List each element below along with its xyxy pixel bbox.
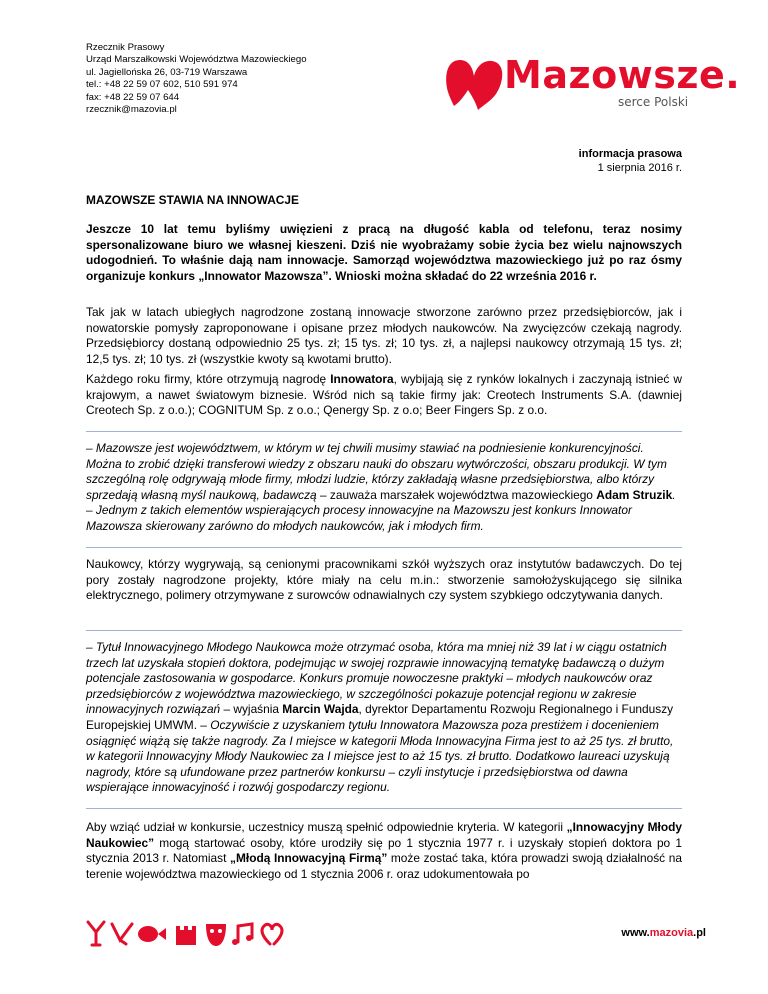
press-date: 1 sierpnia 2016 r. <box>597 162 682 174</box>
q2-text-a: – Tytuł Innowacyjnego Młodego Naukowca może otrzymać osoba, która ma mniej niż 39 lat i w ciągu ostatnich trzech lat uzyskała stopień doktora, podejmując w swojej rozprawie innowacyjną tematykę badawczą o dużym potencjale zastosowania w gospodarce. Konkurs promuje nowoczesne praktyki – młodych naukowców oraz przedsiębiorców z województwa mazowieckiego, w szczególności pokazuje potencjał regionu w zakresie innowacyjnych rozwiązań <box>86 640 667 717</box>
divider <box>86 431 682 432</box>
p4-text-c: mogą startować osoby, które urodziły się po 1 stycznia 1977 r. i uzyskały stopień doktora po 1 stycznia 2013 r. Natomiast <box>86 835 682 866</box>
paragraph-scientists: Naukowcy, którzy wygrywają, są cenionymi pracownikami szkół wyższych oraz instytutów badawczych. Do tej pory zostały nagrodzone projekty, które miały na celu m.in.: stworzenie samołożyskującego się silnika elektrycznego, polimery otrzymywane z surowców odnawialnych czy system szybkiego odczytywania danych. <box>86 557 682 603</box>
www-domain: mazovia <box>649 927 694 939</box>
p2-text-a: Każdego roku firmy, które otrzymują nagrodę <box>86 372 331 386</box>
tree-icon <box>88 922 104 945</box>
p2-bold-innowatora: Innowatora <box>330 372 394 386</box>
logo-tagline: serce Polski <box>618 95 689 109</box>
p4-text-a: Aby wziąć udział w konkursie, uczestnicy muszą spełnić odpowiednie kryteria. W kategorii <box>86 820 567 834</box>
p4-bold-category-1: „Innowacyjny Młody Naukowiec” <box>86 820 682 850</box>
paragraph-prizes: Tak jak w latach ubiegłych nagrodzone zostaną innowacje stworzone zarówno przez przedsiębiorców, jak i nowatorskie pomysły zaproponowane i opisane przez młodych naukowców. Na zwycięzców czekają nagrody. Przedsiębiorcy dostaną odpowiednio 25 tys. zł; 15 tys. zł; 10 tys. zł, a najlepsi naukowcy otrzymają 15 tys. zł; 12,5 tys. zł; 10 tys. zł (wszystkie kwoty są kwotami brutto). <box>86 305 682 366</box>
p4-text-e: może zostać taka, która prowadzi swoją działalność na terenie województwa mazowieckiego od 1 stycznia 2006 r. oraz udokumentowała po <box>86 851 682 881</box>
music-note-icon <box>232 924 252 945</box>
contact-phone: tel.: +48 22 59 07 602, 510 591 974 <box>86 79 238 91</box>
q1-text-a: – Mazowsze jest województwem, w którym w tej chwili musimy stawiać na podniesienie konkurencyjności. Można to zrobić dzięki transferowi wiedzy z obszaru nauki do obszaru wytwórczości, obszaru produkcji. W tym szczególną rolę odgrywają młode firmy, młodzi ludzie, którzy zakładają własne przedsiębiorstwa, albo którzy sprzedają własną myśl naukową, badawczą <box>86 441 667 502</box>
contact-email[interactable]: rzecznik@mazovia.pl <box>86 104 177 116</box>
heart-icon <box>262 924 282 944</box>
q1-text-b: – zauważa marszałek województwa mazowieckiego <box>316 487 597 502</box>
website-link[interactable] <box>621 927 706 939</box>
www-prefix: www. <box>621 927 650 939</box>
paragraph-criteria <box>86 820 682 882</box>
footer-icon-strip <box>86 918 326 948</box>
divider <box>86 808 682 809</box>
p4-bold-category-2: „Młodą Innowacyjną Firmą” <box>230 851 388 866</box>
press-office-contact <box>86 42 307 116</box>
fish-icon <box>138 926 166 942</box>
q2-text-e: Oczywiście z uzyskaniem tytułu Innowatora Mazowsza poza prestiżem i docenieniem osiągnięć wiążą się także nagrody. Za I miejsce w kategorii Młoda Innowacyjna Firma jest to aż 25 tys. zł brutto, w kategorii Innowacyjny Młody Naukowiec za I miejsce jest to aż 15 tys. zł brutto. Dodatkowo laureaci uzyskują nagrody, które są ufundowane przez partnerów konkursu – czyli instytucje i przedsiębiorstwa od dawna wspierające innowacyjność i rozwój gospodarczy regionu. <box>86 717 674 795</box>
contact-address: ul. Jagiellońska 26, 03-719 Warszawa <box>86 66 248 78</box>
mask-icon <box>206 924 226 946</box>
q1-name: Adam Struzik <box>596 487 673 502</box>
q2-text-b: – wyjaśnia <box>220 702 283 717</box>
heart-m-shape <box>446 60 502 110</box>
q2-name: Marcin Wajda <box>282 702 359 717</box>
mazowsze-logo <box>440 48 741 116</box>
divider <box>86 630 682 631</box>
paragraph-companies <box>86 372 682 419</box>
press-label: informacja prasowa <box>578 148 682 160</box>
logo-wordmark: Mazowsze. <box>504 53 741 97</box>
press-info <box>579 147 682 175</box>
q2-text-d: , dyrektor Departamentu Rozwoju Regionalnego i Funduszy Europejskiej UMWM. – <box>86 702 674 732</box>
contact-role: Rzecznik Prasowy <box>86 42 165 53</box>
q1-text-d: . – Jednym z takich elementów wspierających procesy innowacyjne na Mazowszu jest konkurs Innowator Mazowsza skierowany zarówno do młodych naukowców, jak i młodych firm. <box>86 487 676 533</box>
www-suffix: .pl <box>693 927 706 939</box>
contact-office: Urząd Marszałkowski Województwa Mazowieckiego <box>86 54 307 66</box>
quote-marshal <box>86 441 682 535</box>
mazowsze-logo-graphic <box>440 48 741 116</box>
bird-icon <box>112 924 132 944</box>
contact-fax: fax: +48 22 59 07 644 <box>86 91 180 103</box>
p2-text-c: , wybijają się z rynków lokalnych i zaczynają istnieć w krajowym, a nawet światowym biznesie. Wśród nich są takie firmy jak: Creotech Instruments S.A. (dawniej Creotech Sp. z o.o.); COGNITUM Sp. z o.o.; Qenergy Sp. z o.o; Beer Fingers Sp. z o.o. <box>86 372 682 418</box>
quote-director <box>86 640 682 796</box>
divider <box>86 547 682 548</box>
castle-icon <box>176 926 196 945</box>
headline: MAZOWSZE STAWIA NA INNOWACJE <box>86 193 299 207</box>
lead-paragraph: Jeszcze 10 lat temu byliśmy uwięzieni z pracą na długość kabla od telefonu, teraz nosimy spersonalizowane biuro we własnej kieszeni. Dziś nie wyobrażamy sobie życia bez wielu najnowszych udogodnień. To właśnie dają nam innowacje. Samorząd województwa mazowieckiego już po raz ósmy organizuje konkurs „Innowator Mazowsza”. Wnioski można składać do 22 września 2016 r. <box>86 222 682 283</box>
